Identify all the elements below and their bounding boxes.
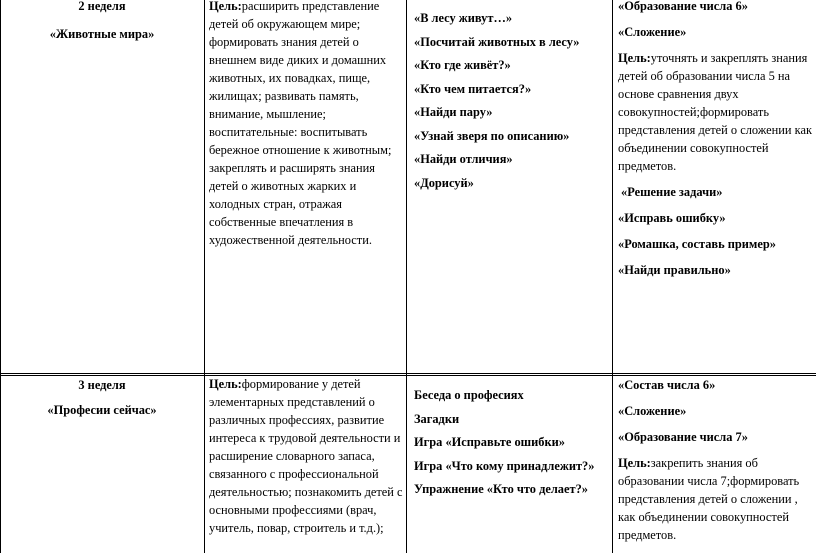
math-goal-label: Цель: [618, 456, 651, 470]
activities-cell [414, 9, 609, 197]
topic-title: «Професии сейчас» [47, 403, 157, 417]
table-border-left [0, 0, 1, 553]
math-game: «Исправь ошибку» [618, 211, 726, 225]
math-title: «Сложение» [618, 404, 687, 418]
list-item: Игра «Исправьте ошибки» [414, 435, 565, 449]
math-title: «Образование числа 7» [618, 430, 748, 444]
list-item: «Дорисуй» [414, 175, 474, 190]
list-item: Загадки [414, 411, 460, 426]
table-border-col1 [204, 0, 205, 553]
math-title: «Образование числа 6» [618, 0, 748, 13]
list-item: Беседа о професиях [414, 388, 524, 402]
goal-text: расширить представление детей об окружающем мире; формировать знания детей о внешнем виде диких и домашних животных, их повадках, пище, жилищах; развивать память, внимание, мышление; воспитательные: воспитывать бережное отношение к животным; закреплять и расширять знания детей о животных жарких и холодных стран, отражая собственные впечатления в художественной деятельности. [209, 0, 392, 247]
topic-title: «Животные мира» [49, 27, 155, 41]
list-item: «Кто чем питается?» [414, 81, 532, 96]
list-item: «Найди отличия» [414, 152, 513, 166]
table-row-divider [0, 373, 816, 374]
math-goal-label: Цель: [618, 51, 651, 65]
math-cell [618, 376, 814, 552]
list-item: «Посчитай животных в лесу» [414, 34, 580, 49]
list-item: Упражнение «Кто что делает?» [414, 482, 588, 496]
goal-label: Цель: [209, 377, 242, 391]
goal-label: Цель: [209, 0, 242, 13]
table-border-col2 [406, 0, 407, 553]
math-game: «Решение задачи» [621, 185, 723, 199]
goal-text: формирование у детей элементарных представлений о различных профессиях, развитие интереса к трудовой деятельности и расширение словарного запаса, связанного с профессиональной деятельностью; познакомить детей с основными профессиями (врач, учитель, повар, строитель и т.д.); [209, 377, 403, 535]
goal-cell [209, 375, 403, 537]
math-cell [618, 0, 814, 287]
week-cell [4, 376, 200, 419]
math-goal-text: закрепить знания об образовании числа 7;формировать представления детей о сложении , как объединении совокупностей предметов. [618, 456, 800, 542]
list-item: «В лесу живут…» [414, 11, 513, 25]
list-item: «Узнай зверя по описанию» [414, 128, 570, 143]
math-game: «Ромашка, составь пример» [618, 237, 776, 251]
list-item: «Кто где живёт?» [414, 58, 511, 72]
week-cell [4, 0, 200, 43]
goal-cell [209, 0, 403, 249]
math-title: «Сложение» [618, 25, 687, 39]
math-game: «Найди правильно» [618, 263, 731, 277]
math-goal-text: уточнять и закреплять знания детей об образовании числа 5 на основе сравнения двух совокупностей;формировать представления детей о сложении как объединении совокупностей предметов. [618, 51, 813, 173]
list-item: Игра «Что кому принадлежит?» [414, 458, 595, 473]
list-item: «Найди пару» [414, 105, 493, 119]
math-title: «Состав числа 6» [618, 378, 716, 392]
activities-cell [414, 386, 609, 504]
week-label: 2 неделя [78, 0, 126, 13]
week-label: 3 неделя [78, 378, 126, 392]
table-border-col3 [612, 0, 613, 553]
